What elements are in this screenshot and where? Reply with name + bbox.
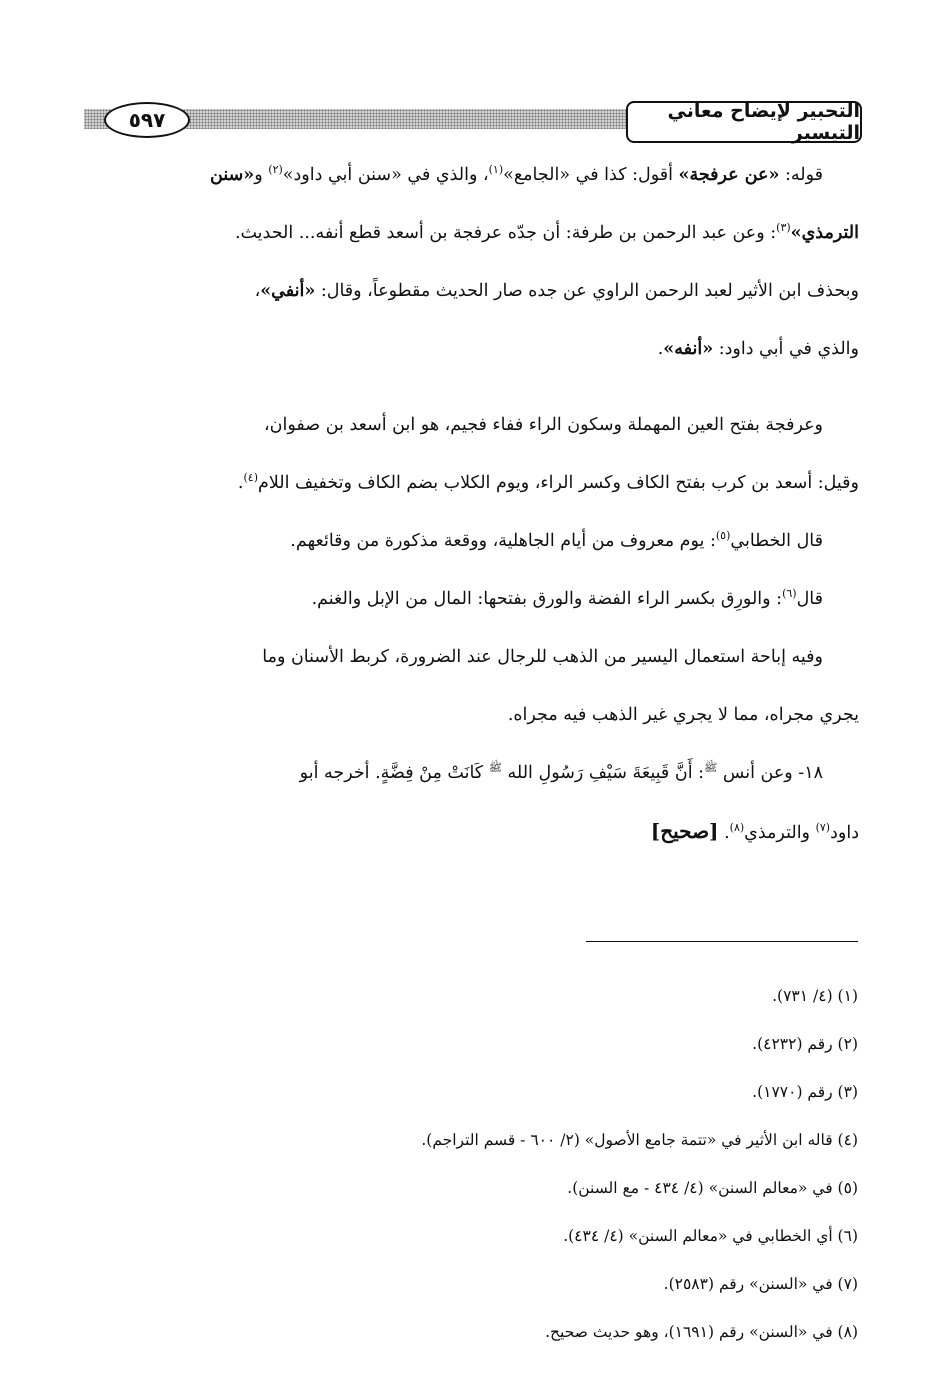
text-run: و [254, 165, 269, 185]
text-run: وفيه إباحة استعمال اليسير من الذهب للرجال عند الضرورة، كربط الأسنان وما [262, 647, 823, 667]
hadith-text: : أَنَّ قَبِيعَةَ سَيْفِ رَسُولِ الله [501, 763, 705, 783]
text-run: أقول: كذا في «الجامع» [503, 165, 679, 185]
footnote: (١) (٤/ ٧٣١). [772, 987, 858, 1005]
hadith-text: كَانَتْ مِنْ فِضَّةٍ. أخرجه أبو [299, 763, 489, 783]
hadith-grade: [صحيح] [650, 819, 719, 843]
text-line [86, 320, 859, 378]
text-run: : يوم معروف من أيام الجاهلية، ووقعة مذكورة من وقائعهم. [290, 531, 716, 551]
honorific-glyph: ﷺ [704, 761, 718, 775]
page-number: ٥٩٧ [104, 102, 190, 138]
text-run: وقيل: أسعد بن كرب بفتح الكاف وكسر الراء، ويوم الكلاب بضم الكاف وتخفيف اللام [258, 473, 859, 493]
footnote: (٢) رقم (٤٢٣٢). [752, 1035, 858, 1053]
text-run: : والورِق بكسر الراء الفضة والورق بفتحها: المال من الإبل والغنم. [311, 589, 783, 609]
text-line [86, 570, 859, 628]
footnote-ref[interactable]: (٢) [268, 163, 283, 177]
text-run: ، [254, 281, 261, 301]
footnote: (٥) في «معالم السنن» (٤/ ٤٣٤ - مع السنن). [567, 1179, 858, 1197]
footnote-ref[interactable]: (٧) [815, 821, 831, 835]
footnotes [298, 972, 858, 1356]
footnote-separator [586, 941, 858, 942]
footnote: (٤) قاله ابن الأثير في «تتمة جامع الأصول» (٢/ ٦٠٠ - قسم التراجم). [421, 1131, 858, 1149]
text-line [86, 204, 859, 262]
footnote-ref[interactable]: (٦) [782, 587, 797, 601]
quoted-term: «أنفي» [260, 281, 316, 301]
footnote: (٣) رقم (١٧٧٠). [752, 1083, 858, 1101]
footnote: (٦) أي الخطابي في «معالم السنن» (٤/ ٤٣٤). [563, 1227, 858, 1245]
text-line [86, 802, 859, 860]
text-run: قوله: [779, 165, 823, 185]
text-run: . [237, 473, 244, 493]
footnote: (٧) في «السنن» رقم (٢٥٨٣). [663, 1275, 858, 1293]
text-run: . [718, 823, 730, 843]
source-title: الترمذي» [790, 223, 859, 243]
text-run: قال [796, 589, 823, 609]
text-run: وعرفجة بفتح العين المهملة وسكون الراء ففاء فجيم، هو ابن أسعد بن صفوان، [264, 415, 823, 435]
text-run: والذي في أبي داود: [713, 339, 859, 359]
main-text [86, 146, 859, 860]
text-run: داود [830, 823, 859, 843]
footnote-ref[interactable]: (٣) [776, 221, 791, 235]
footnote-ref[interactable]: (٥) [715, 529, 731, 543]
text-run: ١٨- وعن أنس [717, 763, 823, 783]
text-run: والترمذي [744, 823, 816, 843]
text-line [86, 744, 859, 802]
paragraph-gap [86, 378, 859, 396]
text-line [86, 512, 859, 570]
footnote-ref[interactable]: (٨) [729, 821, 745, 835]
text-line [86, 454, 859, 512]
text-run: ، والذي في «سنن أبي داود» [282, 165, 489, 185]
text-run: . [657, 339, 664, 359]
text-line [86, 686, 859, 744]
text-run: وبحذف ابن الأثير لعبد الرحمن الراوي عن جده صار الحديث مقطوعاً، وقال: [315, 281, 859, 301]
text-line [86, 628, 859, 686]
text-line [86, 396, 859, 454]
text-line [86, 146, 859, 204]
footnote-ref[interactable]: (٤) [243, 471, 259, 485]
book-title: التحبير لإيضاح معاني التيسير [626, 101, 862, 143]
text-line [86, 262, 859, 320]
quoted-term: «عن عرفجة» [678, 165, 780, 185]
quoted-term: «أنفه» [663, 339, 714, 359]
text-run: : وعن عبد الرحمن بن طرفة: أن جدّه عرفجة بن أسعد قطع أنفه... الحديث. [234, 223, 777, 243]
page-header [84, 101, 862, 143]
footnote-ref[interactable]: (١) [488, 163, 504, 177]
source-title: «سنن [210, 165, 255, 185]
text-run: قال الخطابي [730, 531, 823, 551]
footnote: (٨) في «السنن» رقم (١٦٩١)، وهو حديث صحيح. [545, 1323, 858, 1341]
honorific-glyph: ﷺ [488, 761, 502, 775]
text-run: يجري مجراه، مما لا يجري غير الذهب فيه مجراه. [507, 705, 859, 725]
